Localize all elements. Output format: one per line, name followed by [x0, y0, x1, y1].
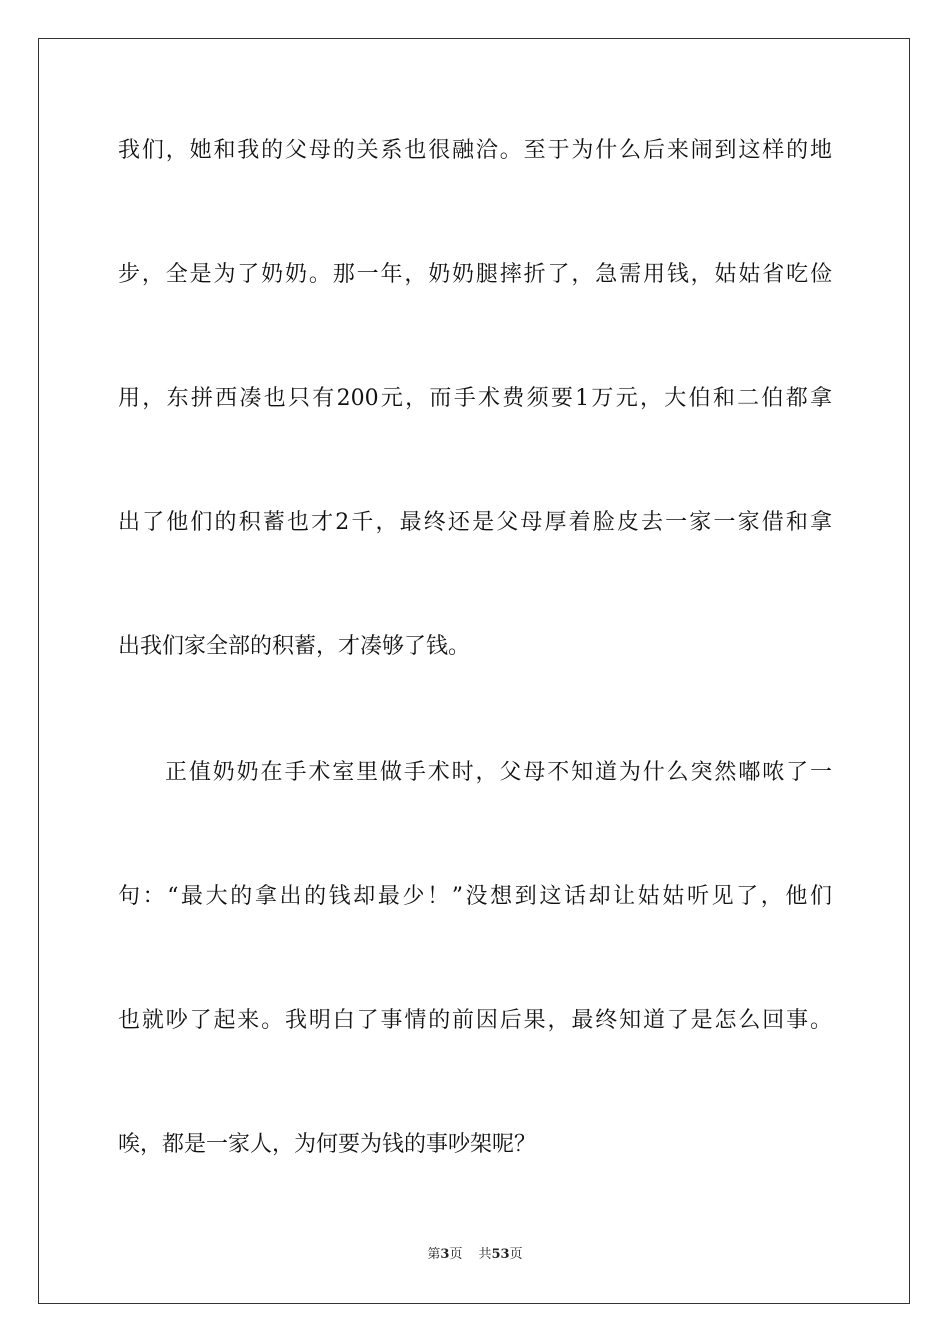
text-line-5: 出我们家全部的积蓄，才凑够了钱。 — [118, 634, 471, 659]
footer-page-suffix: 页 — [449, 1247, 463, 1262]
footer-page-prefix: 第 — [427, 1247, 441, 1262]
text-line-1: 我们，她和我的父母的关系也很融洽。至于为什么后来闹到这样的地 — [118, 138, 832, 163]
text-line-3: 用，东拼西凑也只有200元，而手术费须要1万元，大伯和二伯都拿 — [118, 386, 832, 411]
text-line-6: 正值奶奶在手术室里做手术时，父母不知道为什么突然嘟哝了一 — [165, 760, 832, 785]
footer-total-pages: 53 — [491, 1247, 510, 1262]
page-border — [38, 38, 910, 1304]
text-line-8: 也就吵了起来。我明白了事情的前因后果，最终知道了是怎么回事。 — [118, 1008, 832, 1033]
page-footer — [0, 1246, 950, 1264]
text-line-9: 唉，都是一家人，为何要为钱的事吵架呢？ — [118, 1132, 537, 1157]
text-line-7: 句：“最大的拿出的钱却最少！”没想到这话却让姑姑听见了，他们 — [118, 884, 832, 909]
text-line-2: 步，全是为了奶奶。那一年，奶奶腿摔折了，急需用钱，姑姑省吃俭 — [118, 262, 832, 287]
footer-total-suffix: 页 — [509, 1247, 523, 1262]
text-line-4: 出了他们的积蓄也才2千，最终还是父母厚着脸皮去一家一家借和拿 — [118, 510, 832, 535]
footer-total-prefix: 共 — [478, 1247, 492, 1262]
footer-page-number: 3 — [440, 1247, 450, 1262]
